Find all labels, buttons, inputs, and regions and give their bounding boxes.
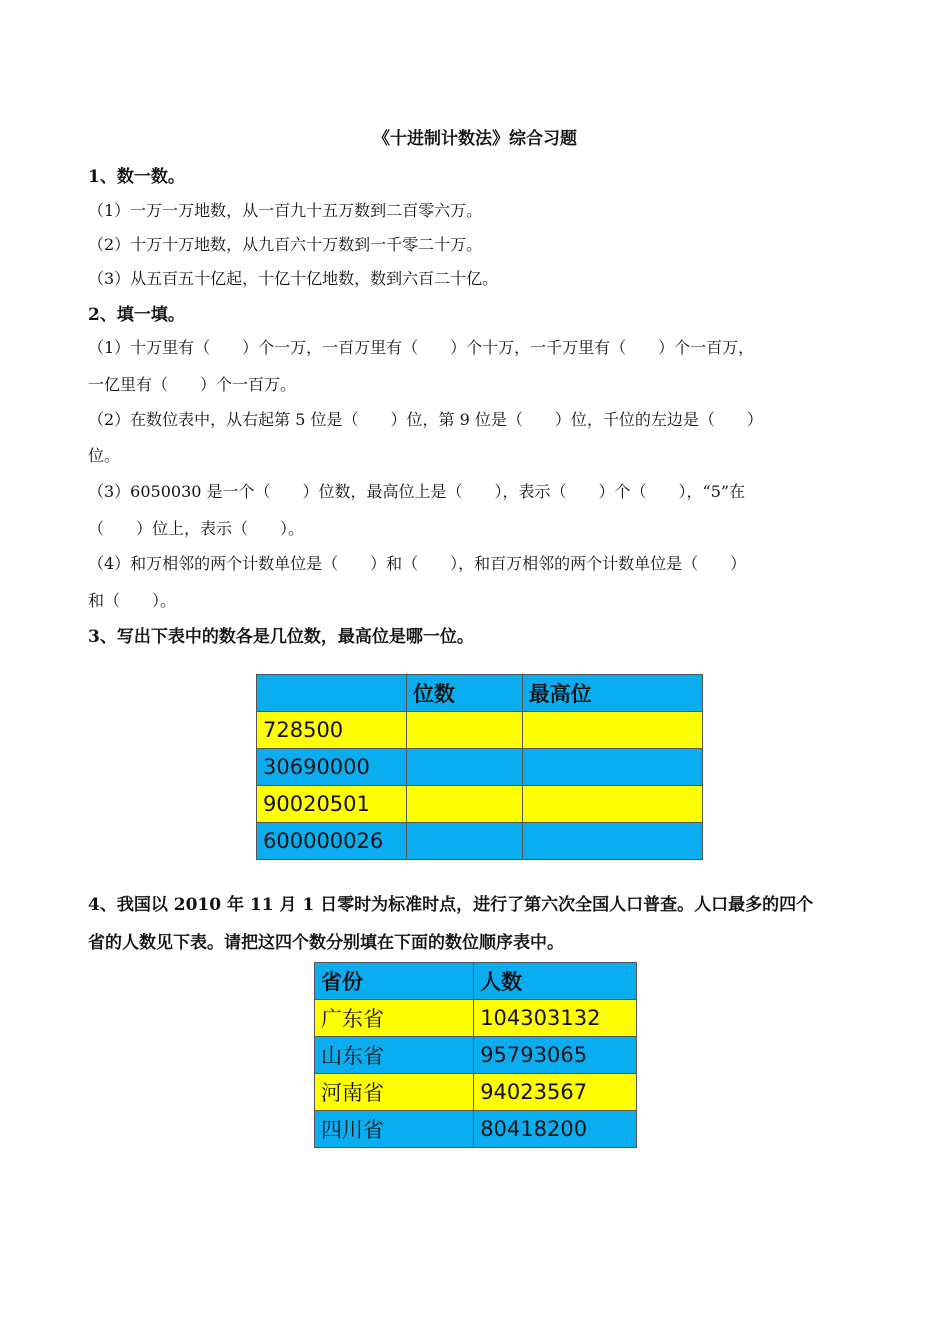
section-3-heading: 3、写出下表中的数各是几位数，最高位是哪一位。	[88, 627, 474, 647]
province-cell: 河南省	[315, 1074, 474, 1111]
section-4-line-2: 省的人数见下表。请把这四个数分别填在下面的数位顺序表中。	[88, 933, 564, 953]
number-cell: 600000026	[257, 823, 407, 860]
answer-cell	[406, 823, 522, 860]
table-row	[257, 786, 703, 823]
population-table	[314, 962, 637, 1148]
number-cell: 728500	[257, 712, 407, 749]
answer-cell	[522, 749, 702, 786]
answer-cell	[406, 749, 522, 786]
header-cell: 省份	[315, 963, 474, 1000]
page-title: 《十进制计数法》综合习题	[373, 129, 577, 149]
population-cell: 95793065	[474, 1037, 637, 1074]
province-cell: 广东省	[315, 1000, 474, 1037]
number-cell: 90020501	[257, 786, 407, 823]
table-row	[257, 749, 703, 786]
population-cell: 94023567	[474, 1074, 637, 1111]
answer-cell	[522, 823, 702, 860]
table-row	[257, 712, 703, 749]
s2-question-3b: （ ）位上，表示（ ）。	[88, 519, 305, 538]
s2-question-4a: （4）和万相邻的两个计数单位是（ ）和（ ），和百万相邻的两个计数单位是（ ）	[88, 554, 747, 573]
answer-cell	[522, 786, 702, 823]
population-cell: 104303132	[474, 1000, 637, 1037]
section-1-heading: 1、数一数。	[88, 167, 185, 187]
table-header-row	[257, 675, 703, 712]
table-header-row	[315, 963, 637, 1000]
table-row	[257, 823, 703, 860]
answer-cell	[406, 786, 522, 823]
s2-question-2a: （2）在数位表中，从右起第 5 位是（ ）位，第 9 位是（ ）位，千位的左边是（ ）	[88, 410, 763, 429]
header-cell: 最高位	[522, 675, 702, 712]
s1-question-2: （2）十万十万地数，从九百六十万数到一千零二十万。	[88, 235, 483, 254]
s2-question-1a: （1）十万里有（ ）个一万，一百万里有（ ）个十万，一千万里有（ ）个一百万，	[88, 338, 755, 357]
table-row	[315, 1074, 637, 1111]
s2-question-3a: （3）6050030 是一个（ ）位数，最高位上是（ ），表示（ ）个（ ），“5”在	[88, 482, 746, 501]
table-row	[315, 1000, 637, 1037]
number-cell: 30690000	[257, 749, 407, 786]
section-4-line-1: 4、我国以 2010 年 11 月 1 日零时为标准时点，进行了第六次全国人口普查。人口最多的四个	[88, 895, 814, 915]
province-cell: 山东省	[315, 1037, 474, 1074]
answer-cell	[406, 712, 522, 749]
header-cell: 人数	[474, 963, 637, 1000]
s1-question-3: （3）从五百五十亿起，十亿十亿地数，数到六百二十亿。	[88, 269, 499, 288]
province-cell: 四川省	[315, 1111, 474, 1148]
s1-question-1: （1）一万一万地数，从一百九十五万数到二百零六万。	[88, 201, 483, 220]
section-2-heading: 2、填一填。	[88, 305, 185, 325]
digits-table	[256, 674, 703, 860]
population-cell: 80418200	[474, 1111, 637, 1148]
table-row	[315, 1111, 637, 1148]
s2-question-4b: 和（ ）。	[88, 591, 177, 610]
s2-question-1b: 一亿里有（ ）个一百万。	[88, 375, 297, 394]
table-row	[315, 1037, 637, 1074]
s2-question-2b: 位。	[88, 446, 121, 465]
header-cell: 位数	[406, 675, 522, 712]
answer-cell	[522, 712, 702, 749]
header-cell	[257, 675, 407, 712]
